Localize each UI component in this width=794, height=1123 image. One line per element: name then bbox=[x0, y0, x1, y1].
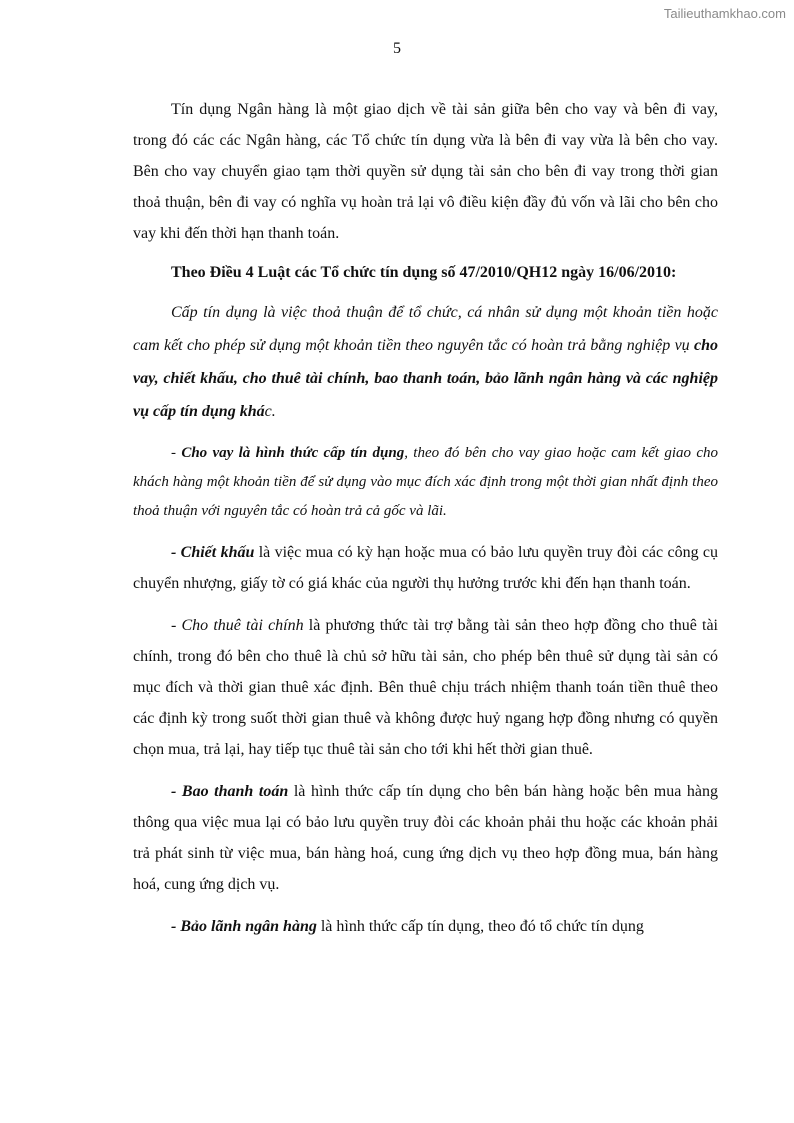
discount-text: là việc mua có kỳ hạn hoặc mua có bảo lưu quyền truy đòi các công cụ chuyển nhượng, giấy tờ có giá khác của người thụ hưởng trước khi đến hạn thanh toán. bbox=[133, 544, 719, 592]
factoring-text: là hình thức cấp tín dụng cho bên bán hàng hoặc bên mua hàng thông qua việc mua lại có bảo lưu quyền truy đòi các khoản phải thu hoặc các khoản phải trả phát sinh từ việc mua, bán hàng hoá, cung ứng dịch vụ theo hợp đồng mua, bán hàng hoá, cung ứng dịch vụ. bbox=[133, 783, 719, 893]
document-body bbox=[133, 94, 718, 942]
paragraph-loan bbox=[133, 439, 718, 526]
page-number: 5 bbox=[393, 40, 401, 57]
guarantee-term: - Bảo lãnh ngân hàng bbox=[171, 918, 317, 935]
loan-term: Cho vay là hình thức cấp tín dụng bbox=[181, 445, 405, 461]
leasing-text: là phương thức tài trợ bằng tài sản theo hợp đồng cho thuê tài chính, trong đó bên cho thuê là chủ sở hữu tài sản, cho phép bên thuê sử dụng tài sản có mục đích và thời gian thuê xác định. Bên thuê chịu trách nhiệm thanh toán tiền thuê theo các định kỳ trong suốt thời gian thuê và không được huỷ ngang hợp đồng nhưng có quyền chọn mua, trả lại, hay tiếp tục thuê tài sản cho tới khi hết thời gian thuê. bbox=[133, 617, 718, 758]
paragraph-factoring bbox=[133, 776, 718, 900]
loan-text: , theo đó bên cho vay giao hoặc cam kết giao cho khách hàng một khoản tiền để sử dụng vào mục đích xác định trong một thời gian nhất định theo thoả thuận với nguyên tắc có hoàn trả cả gốc và lãi. bbox=[133, 445, 718, 519]
credit-granting-end: c. bbox=[264, 403, 276, 420]
paragraph-bank-guarantee bbox=[133, 911, 718, 942]
loan-lead: - bbox=[171, 445, 182, 461]
factoring-term: - Bao thanh toán bbox=[171, 783, 289, 800]
credit-granting-italic: Cấp tín dụng là việc thoả thuận để tổ chức, cá nhân sử dụng một khoản tiền hoặc cam kết cho phép sử dụng một khoản tiền theo nguyên tắc có hoàn trả bằng nghiệp vụ bbox=[133, 304, 718, 354]
discount-term: - Chiết khấu bbox=[171, 544, 255, 561]
law-heading bbox=[133, 257, 718, 288]
paragraph-credit-granting bbox=[133, 296, 718, 428]
watermark: Tailieuthamkhao.com bbox=[663, 6, 786, 21]
guarantee-text: là hình thức cấp tín dụng, theo đó tổ chức tín dụng bbox=[316, 918, 644, 935]
paragraph-financial-leasing bbox=[133, 610, 718, 765]
leasing-term: - Cho thuê tài chính bbox=[171, 617, 304, 634]
law-heading-text: Theo Điều 4 Luật các Tổ chức tín dụng số 47/2010/QH12 ngày 16/06/2010: bbox=[171, 264, 677, 281]
paragraph-credit-definition: Tín dụng Ngân hàng là một giao dịch về tài sản giữa bên cho vay và bên đi vay, trong đó các các Ngân hàng, các Tổ chức tín dụng vừa là bên đi vay vừa là bên cho vay. Bên cho vay chuyển giao tạm thời quyền sử dụng tài sản cho bên đi vay trong thời gian thoả thuận, bên đi vay có nghĩa vụ hoàn trả lại vô điều kiện đầy đủ vốn và lãi cho bên cho vay khi đến thời hạn thanh toán. bbox=[133, 101, 718, 242]
paragraph-discount bbox=[133, 537, 718, 599]
credit-granting-bold: cho vay, chiết khấu, cho thuê tài chính, bao thanh toán, bảo lãnh ngân hàng và các nghiệp vụ cấp tín dụng khá bbox=[133, 337, 718, 420]
